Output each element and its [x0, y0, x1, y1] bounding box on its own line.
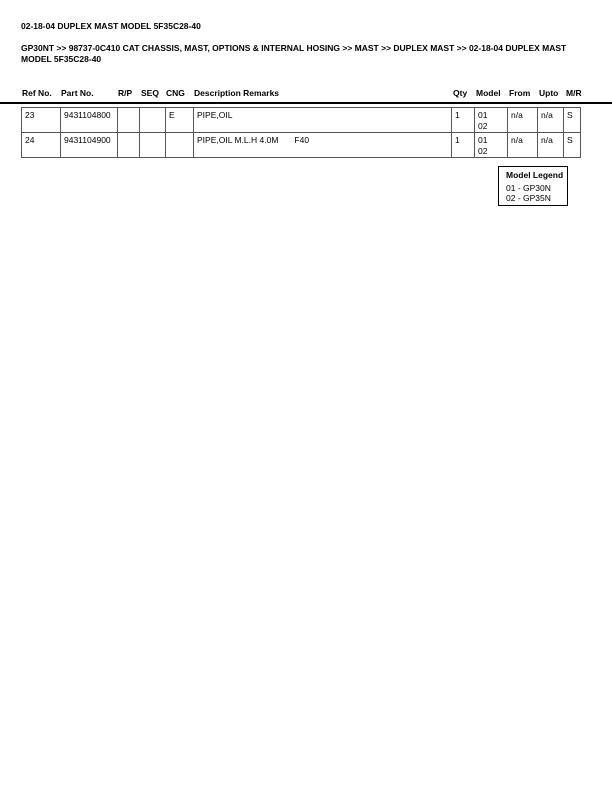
- model-code: 02: [478, 146, 488, 156]
- header-part-no: Part No.: [61, 88, 94, 98]
- page-title: 02-18-04 DUPLEX MAST MODEL 5F35C28-40: [21, 21, 201, 31]
- qty-cell: 1: [452, 108, 475, 133]
- model-cell: [475, 108, 508, 133]
- upto-cell: n/a: [538, 133, 564, 158]
- parts-table: [21, 107, 581, 158]
- mr-cell: S: [564, 108, 581, 133]
- header-cng: CNG: [166, 88, 185, 98]
- header-qty: Qty: [453, 88, 468, 98]
- model-legend: [498, 166, 568, 206]
- from-cell: n/a: [508, 133, 538, 158]
- header-mr: M/R: [566, 88, 582, 98]
- header-description: Description Remarks: [194, 88, 280, 98]
- upto-cell: n/a: [538, 108, 564, 133]
- seq-cell: [140, 108, 166, 133]
- qty-cell: 1: [452, 133, 475, 158]
- description-cell: [194, 133, 452, 158]
- mr-cell: S: [564, 133, 581, 158]
- header-ref-no: Ref No.: [22, 88, 52, 98]
- model-code: 02: [478, 121, 488, 131]
- header-model: Model: [476, 88, 501, 98]
- rp-cell: [118, 133, 140, 158]
- table-row: [22, 108, 581, 133]
- header-rp: R/P: [118, 88, 133, 98]
- rp-cell: [118, 108, 140, 133]
- cng-cell: E: [166, 108, 194, 133]
- ref-no-cell: 24: [22, 133, 61, 158]
- model-code: 01: [478, 110, 488, 120]
- header-seq: SEQ: [141, 88, 159, 98]
- header-from: From: [509, 88, 531, 98]
- legend-entry: 02 - GP35N: [506, 193, 551, 203]
- ref-no-cell: 23: [22, 108, 61, 133]
- header-divider: [0, 102, 612, 104]
- from-cell: n/a: [508, 108, 538, 133]
- description-text: PIPE,OIL: [197, 110, 233, 120]
- legend-title: Model Legend: [506, 170, 564, 180]
- seq-cell: [140, 133, 166, 158]
- legend-entry: 01 - GP30N: [506, 183, 551, 193]
- model-cell: [475, 133, 508, 158]
- breadcrumb: GP30NT >> 98737-0C410 CAT CHASSIS, MAST, OPTIONS & INTERNAL HOSING >> MAST >> DUPLEX MAST >> 02-18-04 DUPLEX MAST MODEL 5F35C28-40: [21, 43, 567, 64]
- description-text: PIPE,OIL M.L.H 4.0M: [197, 135, 279, 145]
- remarks-text: F40: [294, 135, 310, 145]
- table-header: [0, 88, 612, 100]
- part-no-cell: 9431104900: [61, 133, 118, 158]
- model-code: 01: [478, 135, 488, 145]
- part-no-cell: 9431104800: [61, 108, 118, 133]
- table-row: [22, 133, 581, 158]
- header-upto: Upto: [539, 88, 559, 98]
- cng-cell: [166, 133, 194, 158]
- description-cell: [194, 108, 452, 133]
